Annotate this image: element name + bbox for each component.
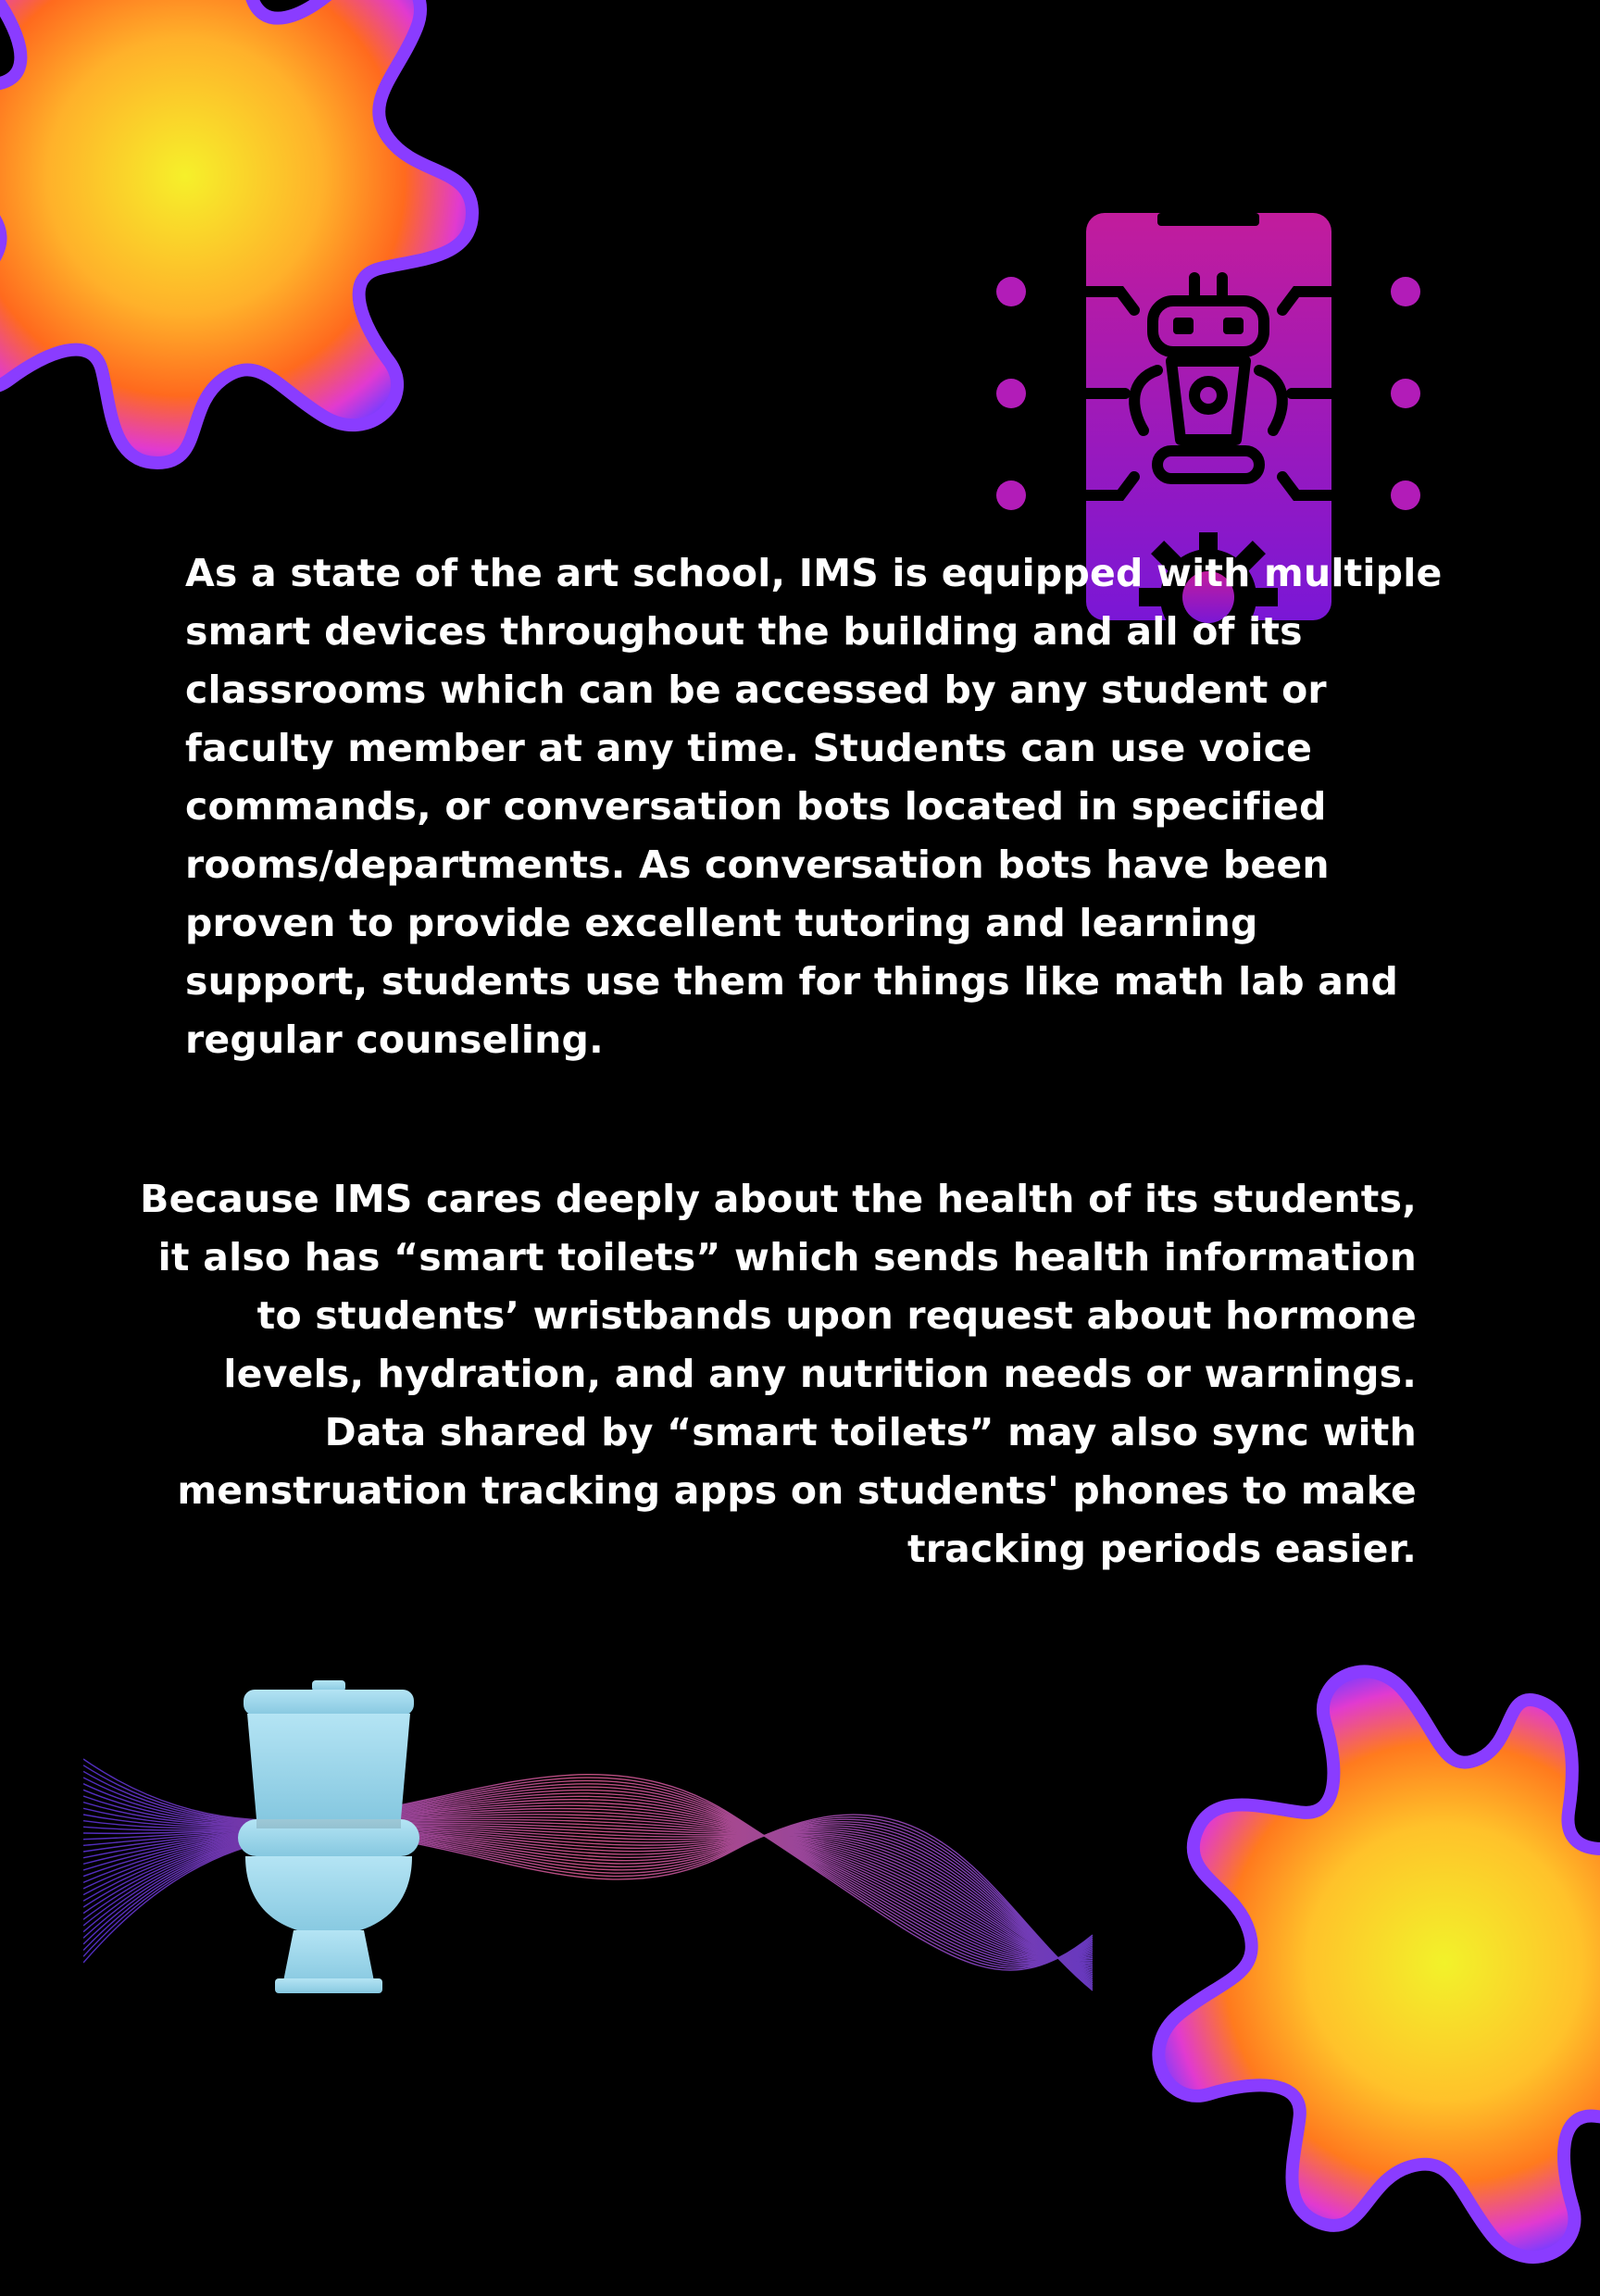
wave-line: [83, 1784, 1093, 1964]
smart-toilets-paragraph: Because IMS cares deeply about the health of its students, it also has “smart toilets” which sends health information to students’ wristbands upon request about hormone levels, hydration, and any nutrition needs or warnings. Data shared by “smart toilets” may also sync with menstruation tracking apps on students' phones to make tracking periods easier.: [140, 1177, 1417, 1571]
gear-blob-top-left: [0, 0, 519, 509]
toilet-icon: [236, 1680, 421, 2000]
gear-blob-bottom-right: [1111, 1629, 1600, 2296]
intro-paragraph: As a state of the art school, IMS is equipped with multiple smart devices throughout the building and all of its classrooms which can be accessed by any student or faculty member at any time. Students can use voice commands, or conversation bots located in specified rooms/departments. As conversation bots have been proven to provide excellent tutoring and learning support, students use them for things like math lab and regular counseling.: [185, 551, 1443, 1062]
wave-line: [83, 1766, 1093, 1968]
